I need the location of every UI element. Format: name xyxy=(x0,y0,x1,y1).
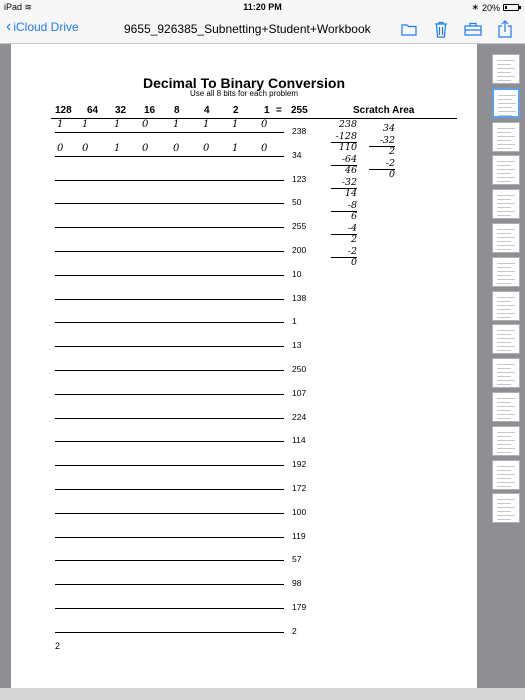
thumbnail-text-line xyxy=(497,398,515,399)
answer-line xyxy=(55,322,284,323)
thumbnail-text-line xyxy=(497,267,511,268)
page-thumbnail[interactable] xyxy=(492,460,520,490)
thumbnail-text-line xyxy=(497,444,511,445)
decimal-value: 13 xyxy=(292,340,302,351)
status-bar xyxy=(0,0,525,14)
thumbnail-text-line xyxy=(497,181,511,182)
header-4: 4 xyxy=(204,105,210,116)
thumbnail-text-line xyxy=(497,466,515,467)
thumbnail-text-line xyxy=(497,211,515,212)
thumbnail-text-line xyxy=(497,249,511,250)
decimal-value: 200 xyxy=(292,245,307,255)
binary-bit: 1 xyxy=(82,119,89,130)
scratch-number: 110 xyxy=(338,142,357,153)
header-32: 32 xyxy=(115,105,127,116)
decimal-value: 100 xyxy=(292,506,307,517)
thumbnail-text-line xyxy=(497,372,515,373)
decimal-value: 172 xyxy=(292,483,307,493)
thumbnail-text-line xyxy=(497,402,511,403)
thumbnail-text-line xyxy=(497,229,515,230)
thumbnail-text-line xyxy=(497,364,515,365)
thumbnail-text-line xyxy=(497,203,515,204)
device-label: iPad ≋ xyxy=(4,2,33,12)
thumbnail-text-line xyxy=(497,338,515,339)
thumbnail-text-line xyxy=(497,64,511,65)
decimal-value: 179 xyxy=(292,602,307,612)
thumbnail-text-line xyxy=(497,474,515,475)
answer-line xyxy=(55,537,284,538)
thumbnail-text-line xyxy=(498,115,512,116)
thumbnail-text-line xyxy=(497,519,511,520)
header-2: 2 xyxy=(233,105,239,116)
thumbnail-text-line xyxy=(497,448,515,449)
thumbnail-text-line xyxy=(497,301,511,302)
binary-bit: 1 xyxy=(114,119,121,130)
thumbnail-text-line xyxy=(497,199,511,200)
worksheet-title: Decimal To Binary Conversion xyxy=(142,75,345,91)
scratch-number: 2 xyxy=(388,146,395,157)
binary-bit: 1 xyxy=(232,119,239,130)
scratch-number: 0 xyxy=(350,257,357,268)
answer-line xyxy=(55,180,284,181)
back-button[interactable] xyxy=(6,20,79,34)
thumbnail-text-line xyxy=(497,342,511,343)
thumbnail-text-line xyxy=(497,177,515,178)
answer-line xyxy=(55,132,284,133)
decimal-value: 1 xyxy=(292,316,297,327)
thumbnail-text-line xyxy=(497,165,511,166)
answer-line xyxy=(55,394,284,395)
binary-bit: 1 xyxy=(203,119,210,130)
trash-icon[interactable] xyxy=(431,19,451,39)
thumbnail-text-line xyxy=(497,515,515,516)
answer-line xyxy=(55,370,284,371)
decimal-value: 114 xyxy=(292,435,306,446)
binary-bit: 0 xyxy=(57,142,64,154)
thumbnail-text-line xyxy=(497,283,511,284)
binary-bit: 0 xyxy=(203,142,210,154)
decimal-value: 138 xyxy=(292,292,307,303)
answer-line xyxy=(55,227,284,228)
thumbnail-text-line xyxy=(497,452,511,453)
page-thumbnail[interactable] xyxy=(492,291,520,321)
thumbnail-text-line xyxy=(497,380,515,381)
page-thumbnail[interactable] xyxy=(492,324,520,354)
thumbnail-text-line xyxy=(497,60,515,61)
decimal-value: 250 xyxy=(292,364,307,374)
decimal-value: 50 xyxy=(292,197,302,208)
thumbnail-text-line xyxy=(497,346,515,347)
thumbnail-text-line xyxy=(497,136,515,137)
share-icon[interactable] xyxy=(495,19,515,39)
decimal-value: 224 xyxy=(292,411,307,422)
thumbnail-text-line xyxy=(497,313,515,314)
decimal-value: 255 xyxy=(292,221,307,232)
answer-line xyxy=(55,418,284,419)
answer-line xyxy=(55,251,284,252)
thumbnail-text-line xyxy=(497,72,511,73)
thumbnail-text-line xyxy=(497,275,511,276)
page-thumbnail[interactable] xyxy=(492,493,520,523)
thumbnail-text-line xyxy=(497,309,511,310)
binary-bit: 1 xyxy=(232,142,239,154)
binary-bit: 0 xyxy=(142,119,149,130)
back-label: iCloud Drive xyxy=(13,20,79,34)
header-255: 255 xyxy=(291,105,308,116)
thumbnail-text-line xyxy=(497,350,511,351)
thumbnail-text-line xyxy=(497,440,515,441)
battery-fill xyxy=(505,6,507,9)
decimal-value: 10 xyxy=(292,268,302,279)
bit-header-row xyxy=(11,105,477,119)
page-thumbnail[interactable] xyxy=(492,223,520,253)
thumbnail-text-line xyxy=(497,432,515,433)
thumbnail-text-line xyxy=(497,418,511,419)
answer-line xyxy=(55,513,284,514)
scratch-number: -2 xyxy=(347,245,357,257)
thumbnail-text-line xyxy=(497,414,515,415)
thumbnail-text-line xyxy=(497,368,511,369)
header-1: 1 xyxy=(264,105,270,116)
scratch-area-title: Scratch Area xyxy=(353,105,415,116)
thumbnail-text-line xyxy=(498,111,516,112)
answer-line xyxy=(55,560,284,561)
header-divider xyxy=(51,118,457,119)
answer-line xyxy=(55,275,284,276)
answer-line xyxy=(55,441,284,442)
thumbnail-text-line xyxy=(497,76,515,77)
page-thumbnail[interactable] xyxy=(492,257,520,287)
thumbnail-text-line xyxy=(497,436,511,437)
folder-icon[interactable] xyxy=(399,19,419,39)
thumbnail-text-line xyxy=(497,233,511,234)
scratch-number: 46 xyxy=(344,165,357,176)
thumbnail-text-line xyxy=(497,207,511,208)
answer-line xyxy=(55,489,284,490)
thumbnail-text-line xyxy=(497,215,511,216)
binary-bit: 1 xyxy=(173,119,180,130)
decimal-value: 34 xyxy=(292,149,302,160)
page-thumbnail[interactable] xyxy=(492,54,520,84)
thumbnail-text-line xyxy=(497,334,511,335)
binary-bit: 1 xyxy=(57,119,64,130)
toolbox-icon[interactable] xyxy=(463,19,483,39)
thumbnail-text-line xyxy=(497,486,511,487)
binary-bit: 1 xyxy=(114,142,121,154)
header-8: 8 xyxy=(174,105,180,116)
thumbnail-text-line xyxy=(498,95,516,96)
answer-line xyxy=(55,346,284,347)
header-128: 128 xyxy=(55,105,72,116)
thumbnail-text-line xyxy=(497,511,511,512)
scratch-number: 2 xyxy=(350,234,357,245)
page-thumbnail[interactable] xyxy=(492,426,520,456)
page-number: 2 xyxy=(55,641,61,651)
thumbnail-text-line xyxy=(498,107,512,108)
nav-actions xyxy=(399,19,515,39)
document-page[interactable] xyxy=(11,44,477,688)
thumbnail-text-line xyxy=(497,241,511,242)
thumbnail-text-line xyxy=(497,470,511,471)
header-16: 16 xyxy=(144,105,156,116)
chevron-left-icon: ‹ xyxy=(6,18,12,35)
scratch-number: -2 xyxy=(385,157,395,169)
thumbnail-text-line xyxy=(497,478,511,479)
answer-line xyxy=(55,584,284,585)
thumbnail-text-line xyxy=(497,169,515,170)
thumbnail-text-line xyxy=(497,148,511,149)
thumbnail-text-line xyxy=(497,384,511,385)
thumbnail-text-line xyxy=(497,173,511,174)
thumbnail-text-line xyxy=(497,263,515,264)
scratch-number: 14 xyxy=(344,188,357,199)
bottom-scroll-area xyxy=(0,688,525,700)
thumbnail-text-line xyxy=(497,503,511,504)
thumbnail-text-line xyxy=(497,128,515,129)
binary-bit: 0 xyxy=(82,142,89,154)
answer-line xyxy=(55,608,284,609)
thumbnail-text-line xyxy=(497,68,515,69)
scratch-number: 0 xyxy=(388,169,395,180)
thumbnail-text-line xyxy=(498,103,516,104)
scratch-number: 34 xyxy=(382,123,395,134)
thumbnail-text-line xyxy=(497,80,511,81)
page-thumbnail[interactable] xyxy=(492,189,520,219)
answer-line xyxy=(55,632,284,633)
thumbnail-text-line xyxy=(497,406,515,407)
thumbnail-text-line xyxy=(497,271,515,272)
scratch-number: -128 xyxy=(335,130,357,142)
thumbnail-text-line xyxy=(497,279,515,280)
thumbnail-text-line xyxy=(497,305,515,306)
scratch-number: -32 xyxy=(341,176,357,188)
thumbnail-text-line xyxy=(497,237,515,238)
decimal-value: 238 xyxy=(292,126,307,136)
worksheet-subtitle: Use all 8 bits for each problem xyxy=(189,89,299,98)
binary-bit: 0 xyxy=(173,142,180,154)
thumbnail-text-line xyxy=(497,140,511,141)
thumbnail-text-line xyxy=(497,132,511,133)
scratch-number: -8 xyxy=(347,199,357,211)
scratch-number: -4 xyxy=(347,222,357,234)
thumbnail-text-line xyxy=(497,245,515,246)
battery-icon xyxy=(503,4,519,11)
thumbnail-text-line xyxy=(497,297,515,298)
page-thumbnail[interactable] xyxy=(492,358,520,388)
decimal-value: 98 xyxy=(292,578,302,589)
thumbnail-text-line xyxy=(497,144,515,145)
battery-status xyxy=(471,2,519,13)
decimal-value: 2 xyxy=(292,625,297,636)
scratch-number: 238 xyxy=(338,119,357,130)
page-thumbnail[interactable] xyxy=(492,155,520,185)
thumbnail-text-line xyxy=(497,482,515,483)
binary-bit: 0 xyxy=(142,142,149,154)
thumbnail-text-line xyxy=(497,161,515,162)
decimal-value: 57 xyxy=(292,554,302,565)
thumbnail-text-line xyxy=(497,376,511,377)
thumbnail-text-line xyxy=(497,410,511,411)
page-thumbnails[interactable] xyxy=(487,44,525,688)
answer-line xyxy=(55,465,284,466)
clock: 11:20 PM xyxy=(243,2,282,12)
thumbnail-text-line xyxy=(497,317,511,318)
page-thumbnail[interactable] xyxy=(492,122,520,152)
binary-bit: 0 xyxy=(261,142,268,154)
scratch-number: -64 xyxy=(341,153,357,165)
decimal-value: 192 xyxy=(292,459,307,470)
bluetooth-icon: ∗ xyxy=(471,2,479,12)
binary-bit: 0 xyxy=(261,119,268,130)
battery-percent: 20% xyxy=(481,2,500,13)
thumbnail-text-line xyxy=(497,499,515,500)
decimal-value: 107 xyxy=(292,387,307,398)
answer-line xyxy=(55,299,284,300)
decimal-value: 123 xyxy=(292,173,307,184)
wifi-icon: ≋ xyxy=(24,2,33,12)
decimal-value: 119 xyxy=(292,530,306,541)
page-thumbnail[interactable] xyxy=(492,392,520,422)
scratch-number: -32 xyxy=(379,134,395,146)
nav-bar xyxy=(0,14,525,44)
scratch-number: 6 xyxy=(350,211,357,222)
document-title: 9655_926385_Subnetting+Student+Workbook xyxy=(124,22,371,36)
thumbnail-text-line xyxy=(498,99,512,100)
page-thumbnail[interactable] xyxy=(492,88,520,118)
answer-line xyxy=(55,203,284,204)
thumbnail-text-line xyxy=(497,330,515,331)
answer-line xyxy=(55,156,284,157)
thumbnail-text-line xyxy=(497,195,515,196)
thumbnail-text-line xyxy=(497,507,515,508)
header-64: 64 xyxy=(87,105,99,116)
header-equals: = xyxy=(276,105,282,116)
